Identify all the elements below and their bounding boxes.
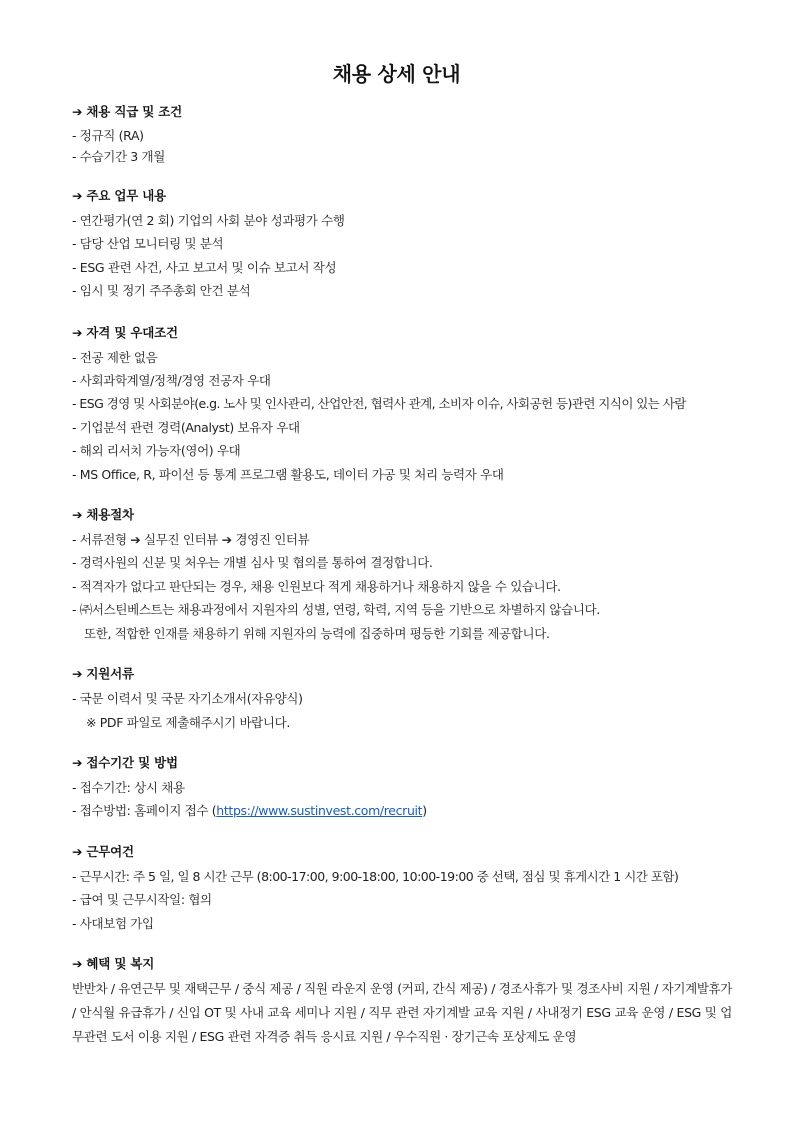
list-item: - 정규직 (RA) (72, 128, 144, 143)
list-item: - 기업분석 관련 경력(Analyst) 보유자 우대 (72, 419, 300, 435)
section-heading: ➔ 주요 업무 내용 (72, 188, 166, 203)
section-heading: ➔ 채용절차 (72, 507, 134, 523)
note-item: ※ PDF 파일로 제출해주시기 바랍니다. (86, 714, 290, 730)
list-item: - 사대보험 가입 (72, 915, 154, 931)
list-item: - 전공 제한 없음 (72, 349, 158, 365)
section-documents (72, 665, 732, 734)
list-item (72, 799, 732, 822)
section-duties (72, 187, 732, 303)
list-item: - 사회과학계열/정책/경영 전공자 우대 (72, 373, 271, 389)
benefits-paragraph: 반반차 / 유연근무 및 재택근무 / 중식 제공 / 직원 라운지 운영 (커피, 간식 제공) / 경조사휴가 및 경조사비 지원 / 자기계발휴가 / 안식월 유급휴가 / 신입 OT 및 사내 교육 세미나 지원 / 직무 관련 자기계발 교육 지원 / 사내정기 ESG 교육 운영 / ESG 및 업무관련 도서 이용 지원 / ESG 관련 자격증 취득 응시료 지원 / 우수직원 · 장기근속 포상제도 운영 (72, 980, 732, 1044)
section-position (72, 103, 732, 167)
list-item: - ㈜서스틴베스트는 채용과정에서 지원자의 성별, 연령, 학력, 지역 등을 기반으로 차별하지 않습니다. (72, 602, 600, 618)
list-item: - 경력사원의 신분 및 처우는 개별 심사 및 협의를 통하여 결정합니다. (72, 555, 433, 571)
list-item: - 서류전형 ➔ 실무진 인터뷰 ➔ 경영진 인터뷰 (72, 532, 310, 548)
list-item: - 국문 이력서 및 국문 자기소개서(자유양식) (72, 691, 303, 707)
list-item-continuation: 또한, 적합한 인재를 채용하기 위해 지원자의 능력에 집중하며 평등한 기회를 제공합니다. (84, 625, 550, 641)
recruit-link[interactable]: https://www.sustinvest.com/recruit (216, 803, 423, 819)
list-item: - 적격자가 없다고 판단되는 경우, 채용 인원보다 적게 채용하거나 채용하지 않을 수 있습니다. (72, 578, 561, 594)
section-benefits (72, 955, 732, 1049)
list-item: - 해외 리서치 가능자(영어) 우대 (72, 443, 241, 459)
section-application (72, 754, 732, 823)
list-item: - 근무시간: 주 5 일, 일 8 시간 근무 (8:00-17:00, 9:00-18:00, 10:00-19:00 중 선택, 점심 및 휴게시간 1 시간 포함) (72, 868, 679, 884)
list-item: - 접수기간: 상시 채용 (72, 779, 185, 795)
list-item: - ESG 경영 및 사회분야(e.g. 노사 및 인사관리, 산업안전, 협력사 관계, 소비자 이슈, 사회공헌 등)관련 지식이 있는 사람 (72, 396, 686, 412)
section-conditions (72, 843, 732, 935)
section-heading: ➔ 지원서류 (72, 666, 134, 682)
list-item: - 담당 산업 모니터링 및 분석 (72, 236, 224, 252)
section-qualifications (72, 324, 732, 486)
page-title: 채용 상세 안내 (332, 62, 461, 86)
section-process (72, 506, 732, 645)
section-heading: ➔ 채용 직급 및 조건 (72, 104, 183, 119)
list-item: - 급여 및 근무시작일: 협의 (72, 892, 212, 908)
method-prefix: - 접수방법: 홈페이지 접수 ( (72, 803, 217, 819)
list-item: - MS Office, R, 파이선 등 통계 프로그램 활용도, 데이터 가공 및 처리 능력자 우대 (72, 466, 504, 482)
section-heading: ➔ 근무여건 (72, 843, 134, 859)
section-heading: ➔ 혜택 및 복지 (72, 955, 155, 971)
list-item: - ESG 관련 사건, 사고 보고서 및 이슈 보고서 작성 (72, 259, 337, 275)
document-body (72, 103, 732, 1049)
list-item: - 수습기간 3 개월 (72, 149, 165, 164)
section-heading: ➔ 접수기간 및 방법 (72, 754, 178, 770)
list-item: - 연간평가(연 2 회) 기업의 사회 분야 성과평가 수행 (72, 213, 345, 228)
method-suffix: ) (422, 803, 427, 819)
list-item: - 임시 및 정기 주주총회 안건 분석 (72, 283, 251, 299)
section-heading: ➔ 자격 및 우대조건 (72, 324, 178, 340)
